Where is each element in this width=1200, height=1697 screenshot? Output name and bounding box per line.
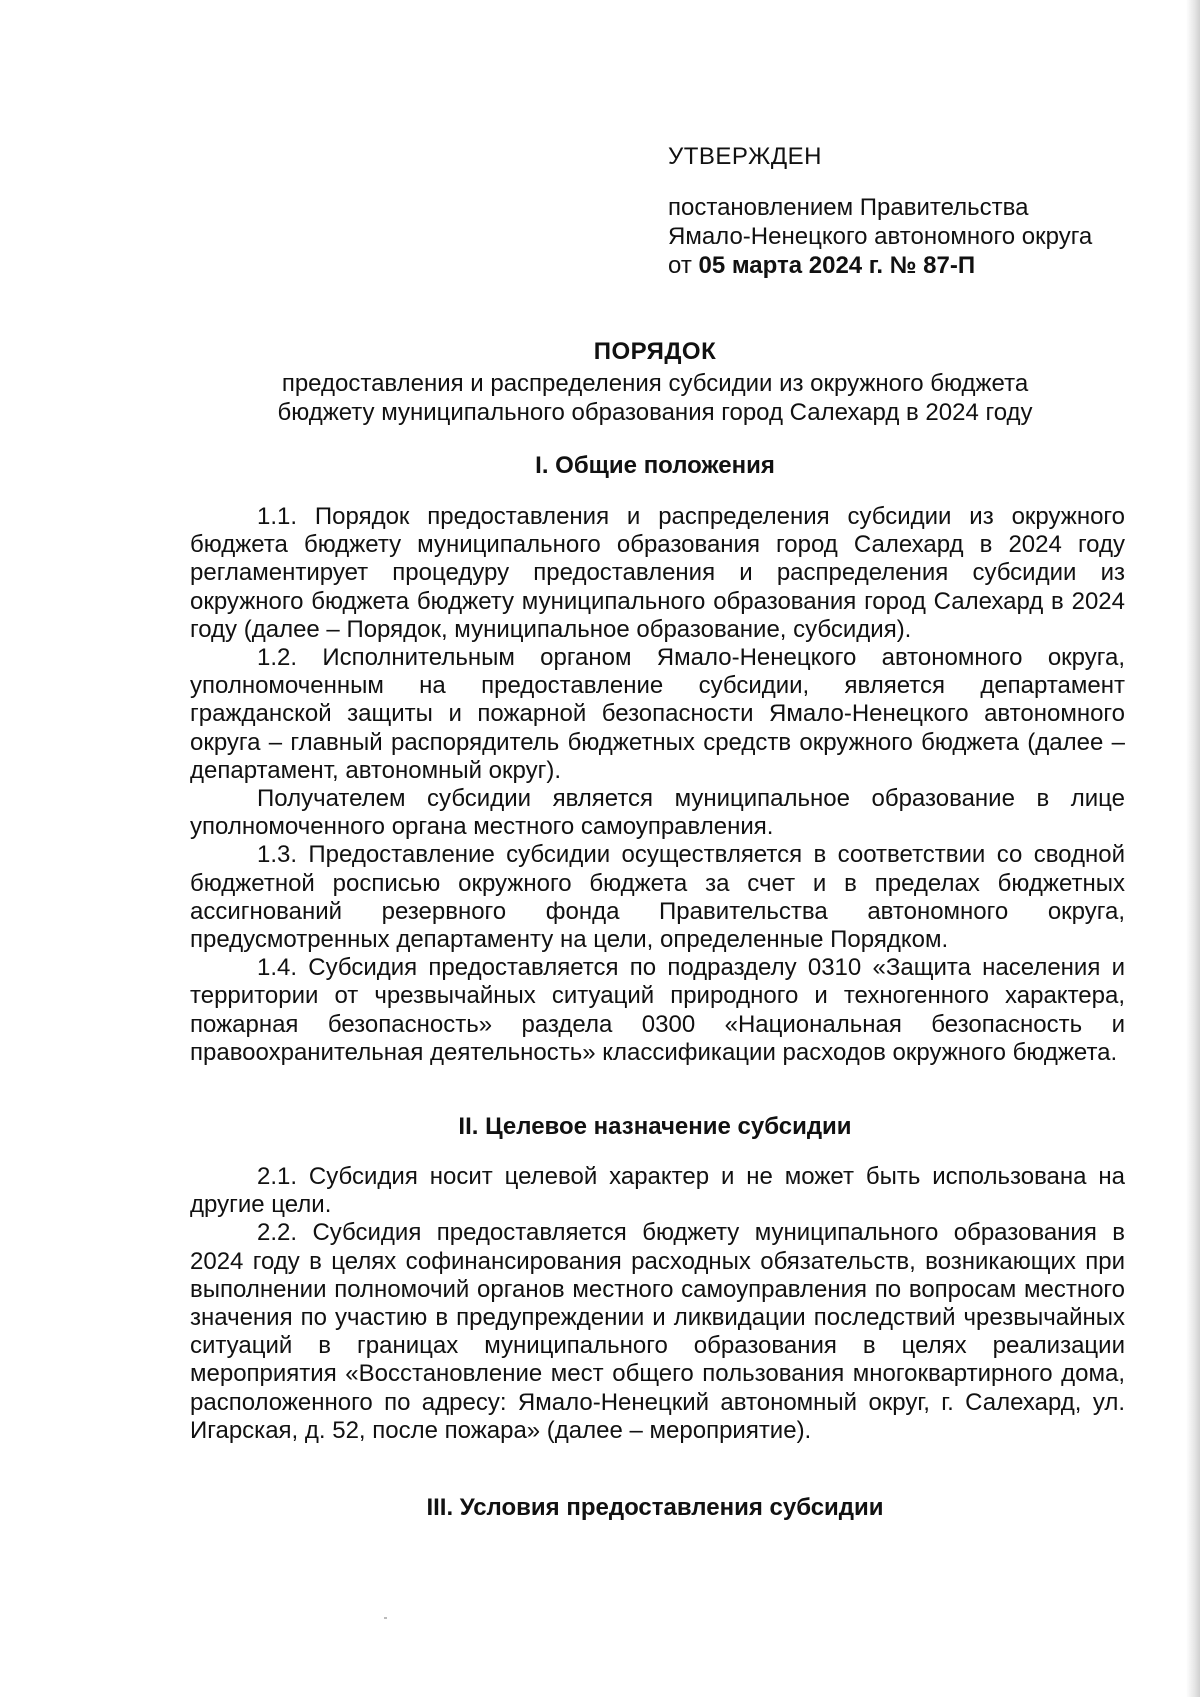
- section-1-heading: I. Общие положения: [535, 452, 775, 479]
- title-subtitle: предоставления и распределения субсидии из окружного бюджета бюджету муниципального образования город Салехард в 2024 году: [277, 370, 1033, 426]
- approval-stamp: УТВЕРЖДЕН: [668, 143, 822, 170]
- approval-line-2: Ямало-Ненецкого автономного округа: [668, 223, 1093, 250]
- section-1-body: [190, 503, 1125, 1067]
- paragraph-1-2: 1.2. Исполнительным органом Ямало-Ненецкого автономного округа, уполномоченным на предоставление субсидии, является департамент гражданской защиты и пожарной безопасности Ямало-Ненецкого автономного округа – главный распорядитель бюджетных средств окружного бюджета (далее – департамент, автономный округ).: [190, 644, 1125, 784]
- paragraph-1-1: 1.1. Порядок предоставления и распределения субсидии из окружного бюджета бюджету муниципального образования город Салехард в 2024 году регламентирует процедуру предоставления и распределения субсидии из окружного бюджета бюджету муниципального образования город Салехард в 2024 году (далее – Порядок, муниципальное образование, субсидия).: [190, 503, 1125, 643]
- section-3-heading: III. Условия предоставления субсидии: [426, 1494, 884, 1521]
- approval-date-line: [668, 251, 1138, 280]
- approval-line-1: постановлением Правительства: [668, 194, 1029, 221]
- approval-date-prefix: от: [668, 252, 692, 279]
- section-2-heading: II. Целевое назначение субсидии: [458, 1113, 852, 1140]
- title-heading: ПОРЯДОК: [593, 338, 717, 365]
- approval-date-number: 05 марта 2024 г. № 87-П: [698, 252, 976, 279]
- paragraph-2-2: 2.2. Субсидия предоставляется бюджету муниципального образования в 2024 году в целях софинансирования расходных обязательств, возникающих при выполнении полномочий органов местного самоуправления по вопросам местного значения по участию в предупреждении и ликвидации последствий чрезвычайных ситуаций в границах муниципального образования в целях реализации мероприятия «Восстановление мест общего пользования многоквартирного дома, расположенного по адресу: Ямало-Ненецкий автономный округ, г. Салехард, ул. Игарская, д. 52, после пожара» (далее – мероприятие).: [190, 1219, 1125, 1444]
- paragraph-2-1: 2.1. Субсидия носит целевой характер и не может быть использована на другие цели.: [190, 1163, 1125, 1219]
- paragraph-1-4: 1.4. Субсидия предоставляется по подразделу 0310 «Защита населения и территории от чрезвычайных ситуаций природного и техногенного характера, пожарная безопасность» раздела 0300 «Национальная безопасность и правоохранительная деятельность» классификации расходов окружного бюджета.: [190, 954, 1125, 1066]
- document-title: [190, 337, 1120, 427]
- section-2-body: [190, 1163, 1125, 1445]
- scan-speck: [384, 1617, 387, 1619]
- approval-block: [668, 142, 1138, 280]
- page-edge-shadow: [1186, 0, 1200, 1697]
- paragraph-1-2-recipient: Получателем субсидии является муниципальное образование в лице уполномоченного органа местного самоуправления.: [190, 785, 1125, 841]
- paragraph-1-3: 1.3. Предоставление субсидии осуществляется в соответствии со сводной бюджетной росписью окружного бюджета за счет и в пределах бюджетных ассигнований резервного фонда Правительства автономного округа, предусмотренных департаменту на цели, определенные Порядком.: [190, 841, 1125, 954]
